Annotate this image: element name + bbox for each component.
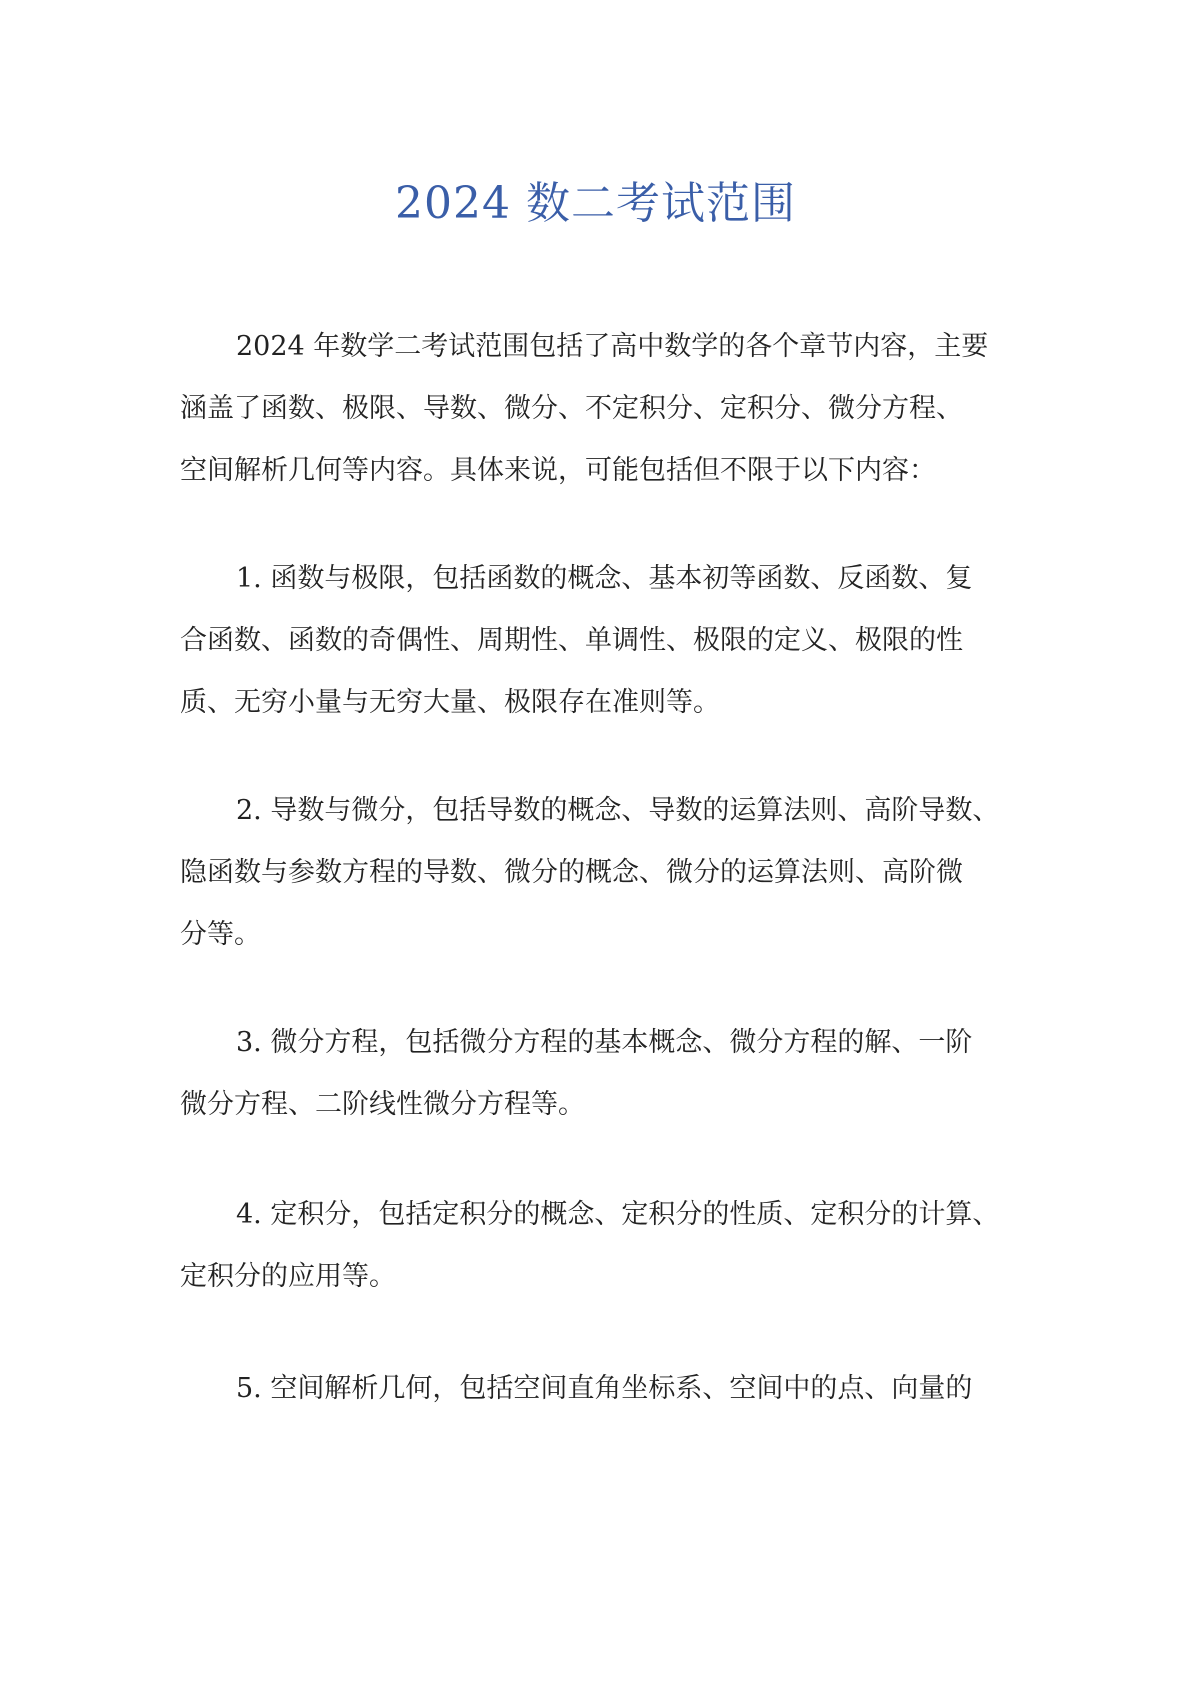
item-4-paragraph bbox=[180, 1184, 1040, 1308]
paragraph-line: 微分方程、二阶线性微分方程等。 bbox=[180, 1089, 585, 1120]
paragraph-line: 1. 函数与极限，包括函数的概念、基本初等函数、反函数、复 bbox=[236, 563, 973, 594]
item-3-paragraph bbox=[180, 1012, 1040, 1136]
item-2-paragraph bbox=[180, 780, 1040, 966]
intro-paragraph bbox=[180, 316, 1040, 502]
paragraph-line: 空间解析几何等内容。具体来说，可能包括但不限于以下内容： bbox=[180, 455, 936, 486]
paragraph-line: 5. 空间解析几何，包括空间直角坐标系、空间中的点、向量的 bbox=[236, 1373, 973, 1404]
paragraph-line: 质、无穷小量与无穷大量、极限存在准则等。 bbox=[180, 687, 720, 718]
paragraph-line: 涵盖了函数、极限、导数、微分、不定积分、定积分、微分方程、 bbox=[180, 393, 963, 424]
document-title: 2024 数二考试范围 bbox=[395, 178, 796, 229]
paragraph-line: 2. 导数与微分，包括导数的概念、导数的运算法则、高阶导数、 bbox=[236, 795, 1000, 826]
paragraph-line: 隐函数与参数方程的导数、微分的概念、微分的运算法则、高阶微 bbox=[180, 857, 963, 888]
paragraph-line: 分等。 bbox=[180, 919, 261, 950]
item-1-paragraph bbox=[180, 548, 1040, 734]
item-5-paragraph bbox=[180, 1358, 1040, 1420]
paragraph-line: 定积分的应用等。 bbox=[180, 1261, 396, 1292]
paragraph-line: 合函数、函数的奇偶性、周期性、单调性、极限的定义、极限的性 bbox=[180, 625, 963, 656]
paragraph-line: 3. 微分方程，包括微分方程的基本概念、微分方程的解、一阶 bbox=[236, 1027, 973, 1058]
paragraph-line: 4. 定积分，包括定积分的概念、定积分的性质、定积分的计算、 bbox=[236, 1199, 1000, 1230]
paragraph-line: 2024 年数学二考试范围包括了高中数学的各个章节内容，主要 bbox=[236, 331, 989, 362]
